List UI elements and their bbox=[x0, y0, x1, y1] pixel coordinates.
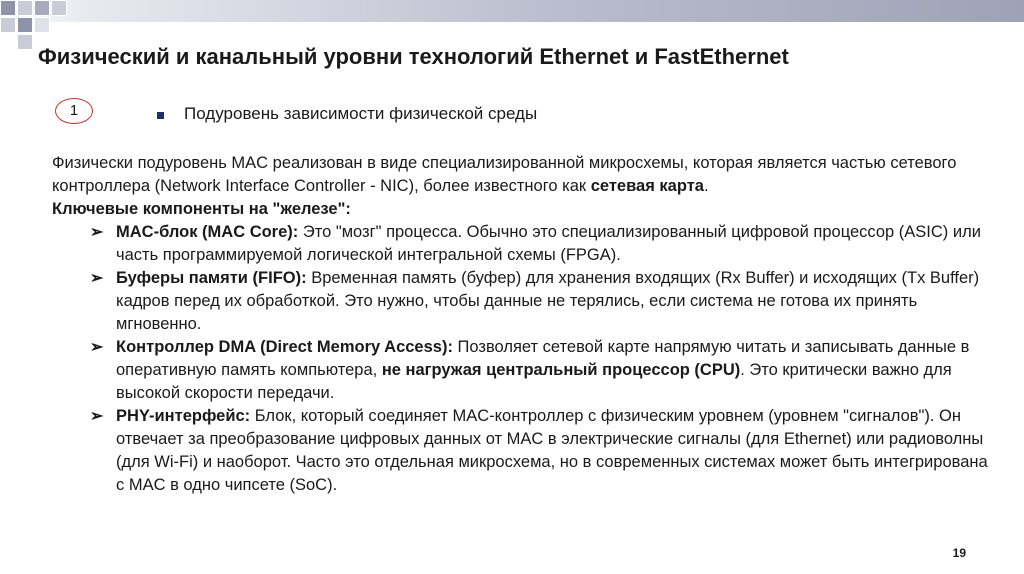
list-item bbox=[52, 336, 992, 405]
item-text: Временная память (буфер) для хранения входящих (Rx Buffer) и исходящих (Tx Buffer) кадров перед их обработкой. Это нужно, чтобы данные не терялись, если система не готова их принять мгновенно. bbox=[116, 269, 980, 333]
item-term: MAC-блок (MAC Core): bbox=[116, 223, 299, 241]
item-text: Позволяет сетевой карте напрямую читать и записывать данные в оперативную память компьютера, bbox=[116, 338, 970, 379]
deco-square bbox=[51, 0, 67, 16]
components-list bbox=[52, 221, 992, 497]
deco-square bbox=[0, 17, 16, 33]
intro-end: . bbox=[703, 177, 709, 195]
corner-squares-decoration bbox=[0, 0, 80, 48]
deco-square bbox=[34, 0, 50, 16]
arrow-bullet-icon: ➢ bbox=[90, 408, 104, 425]
page-number: 19 bbox=[952, 546, 966, 560]
arrow-bullet-icon: ➢ bbox=[90, 339, 104, 356]
item-term: Буферы памяти (FIFO): bbox=[116, 269, 307, 287]
item-term: PHY-интерфейс: bbox=[116, 407, 251, 425]
intro-text: Физически подуровень MAC реализован в виде специализированной микросхемы, которая является частью сетевого контроллера (Network Interface Controller - NIC), более известного как bbox=[52, 154, 957, 195]
deco-square bbox=[0, 0, 16, 16]
slide-title: Физический и канальный уровни технологий Ethernet и FastEthernet bbox=[38, 44, 789, 69]
deco-square bbox=[17, 0, 33, 16]
list-item bbox=[52, 267, 992, 336]
item-bold-phrase: не нагружая центральный процессор (CPU) bbox=[381, 361, 741, 379]
deco-square bbox=[34, 17, 50, 33]
item-text: Это "мозг" процесса. Обычно это специализированный цифровой процессор (ASIC) или часть программируемой логической интегральной схемы (FPGA). bbox=[116, 223, 981, 264]
intro-paragraph bbox=[52, 152, 992, 198]
section-number-oval: 1 bbox=[55, 98, 93, 124]
key-components-heading: Ключевые компоненты на "железе": bbox=[52, 200, 351, 218]
item-term: Контроллер DMA (Direct Memory Access): bbox=[116, 338, 453, 356]
slide-body bbox=[52, 152, 992, 497]
square-bullet-icon bbox=[157, 112, 164, 119]
arrow-bullet-icon: ➢ bbox=[90, 224, 104, 241]
item-text: Блок, который соединяет MAC-контроллер с физическим уровнем (уровнем "сигналов"). Он отвечает за преобразование цифровых данных от MAC в электрические сигналы (для Ethernet) или радиоволны (для Wi-Fi) и наоборот. Часто это отдельная микросхема, но в современных системах может быть интегрирована с MAC в одно чипсете (SoC). bbox=[116, 407, 988, 494]
arrow-bullet-icon: ➢ bbox=[90, 270, 104, 287]
top-decorative-band bbox=[0, 0, 1024, 22]
sublevel-heading: Подуровень зависимости физической среды bbox=[184, 104, 538, 123]
intro-bold-term: сетевая карта bbox=[590, 177, 704, 195]
deco-square bbox=[17, 17, 33, 33]
list-item bbox=[52, 221, 992, 267]
list-item bbox=[52, 405, 992, 497]
item-text-end: . Это критически важно для высокой скорости передачи. bbox=[116, 361, 952, 402]
deco-square bbox=[17, 34, 33, 50]
